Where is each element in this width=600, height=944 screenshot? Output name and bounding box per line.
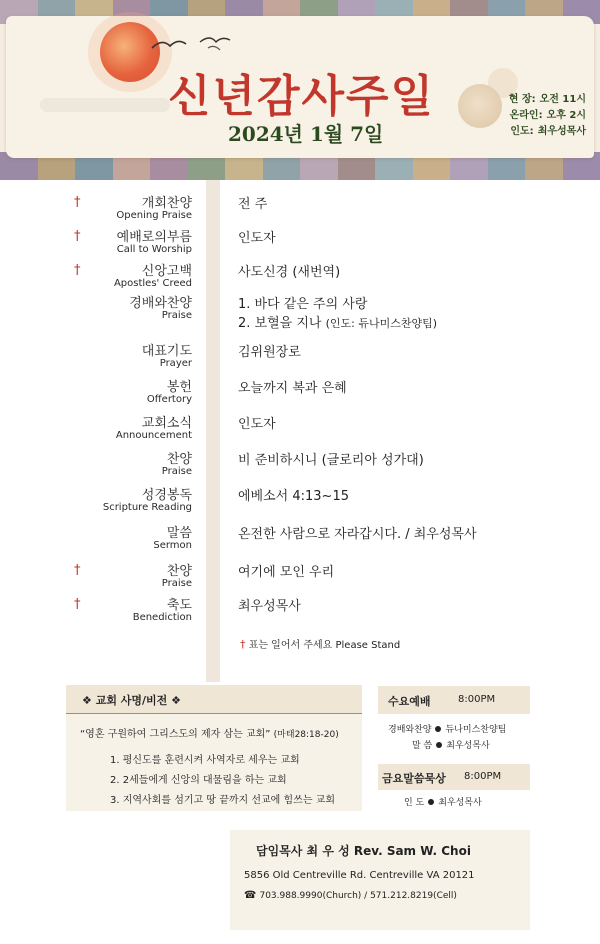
friday-time: 8:00PM [464,771,502,782]
time-value: 최우성목사 [537,126,586,137]
praise-song-1: 1. 바다 같은 주의 사랑 [238,297,368,312]
mission-header [66,685,362,714]
order-content: 전 주 [238,197,268,212]
wednesday-row [388,722,506,735]
bullet-dot-icon [428,799,434,805]
wednesday-service-box [378,686,530,756]
header-banner [0,0,600,180]
order-title-en: Praise [161,578,192,589]
order-title-ko: 대표기도 [141,344,192,359]
order-content: 비 준비하시니 (글로리아 성가대) [238,453,424,468]
praise-leader-note: (인도: 듀나미스찬양팀) [325,317,438,330]
order-content: 김위원장로 [238,345,301,360]
service-date: 2024년 1월 7일 [228,122,384,146]
row-value: 최우성목사 [438,798,482,808]
stand-note-text: 표는 일어서 주세요 Please Stand [248,640,401,651]
order-content: 최우성목사 [238,599,301,614]
order-title-en: Benediction [132,612,192,623]
order-title-ko: 찬양 [166,564,192,579]
order-title-en: Praise [161,310,192,321]
pastor-name: 담임목사 최 우 성 Rev. Sam W. Choi [256,844,471,858]
order-title-ko: 봉헌 [166,380,192,395]
order-title-en: Praise [161,466,192,477]
wednesday-title: 수요예배 [388,695,431,708]
order-title-ko: 개회찬양 [141,196,192,211]
order-title-en: Offertory [146,394,192,405]
order-title-ko: 찬양 [166,452,192,467]
order-title-ko: 말씀 [166,526,192,541]
mission-title: ❖ 교회 사명/비전 ❖ [82,694,181,707]
order-title-ko: 예배로의부름 [116,230,192,245]
praise-song-2: 2. 보혈을 지나 [238,316,322,331]
order-content: 인도자 [238,231,276,246]
mission-quote [80,725,339,740]
mission-item: 3. 지역사회를 섬기고 땅 끝까지 선교에 힘쓰는 교회 [110,795,335,806]
phone-numbers [244,890,457,901]
stand-cross-icon: † [74,263,81,278]
church-info-box [230,830,530,930]
row-label: 인 도 [404,798,425,808]
order-content: 오늘까지 복과 은혜 [238,381,347,396]
friday-service-box [378,764,530,812]
service-times [496,92,586,140]
time-value: 오전 11시 [539,94,586,105]
order-title-en: Prayer [159,358,192,369]
order-content: 온전한 사람으로 자라갑시다. / 최우성목사 [238,527,477,542]
phone-text: 703.988.9990(Church) / 571.212.8219(Cell) [259,891,457,901]
row-value: 듀나미스찬양팀 [445,725,507,735]
stand-cross-icon: † [74,195,81,210]
friday-row [404,795,482,808]
bullet-dot-icon [436,742,442,748]
stand-cross-icon: † [74,597,81,612]
telephone-icon: ☎ [244,890,257,901]
wednesday-row [412,738,490,751]
order-title-en: Call to Worship [116,244,192,255]
order-title-en: Apostles' Creed [113,278,192,289]
mission-quote-text: “영혼 구원하여 그리스도의 제자 삼는 교회” [80,729,271,740]
stand-cross-icon: † [74,563,81,578]
brush-decoration [40,98,170,112]
church-address: 5856 Old Centreville Rd. Centreville VA 20121 [244,870,475,881]
stand-cross-icon: † [240,638,246,651]
page-title: 신년감사주일 [168,71,436,122]
mission-quote-ref: (마태28:18-20) [273,730,339,740]
friday-title: 금요말씀묵상 [382,772,446,785]
time-label: 인도: [510,126,534,137]
time-label: 온라인: [509,110,543,121]
order-title-ko: 교회소식 [141,416,192,431]
column-divider [206,180,220,682]
order-content [238,293,437,331]
mission-box [66,685,362,811]
wednesday-header [378,686,530,714]
row-label: 말 씀 [412,741,433,751]
order-title-ko: 축도 [166,598,192,613]
order-title-en: Scripture Reading [102,502,192,513]
order-title-en: Opening Praise [116,210,192,221]
wednesday-time: 8:00PM [458,694,496,705]
order-title-ko: 성경봉독 [141,488,192,503]
stand-note [240,636,400,651]
bullet-dot-icon [435,726,441,732]
time-label: 현 장: [508,94,536,105]
order-title-ko: 신앙고백 [141,264,192,279]
order-content: 에베소서 4:13~15 [238,489,349,504]
order-title-en: Sermon [153,540,192,551]
friday-header [378,764,530,790]
time-value: 오후 2시 [546,110,586,121]
mission-item: 1. 평신도를 훈련시켜 사역자로 세우는 교회 [110,755,300,766]
row-label: 경배와찬양 [388,725,432,735]
row-value: 최우성목사 [446,741,490,751]
mission-item: 2. 2세들에게 신앙의 대물림을 하는 교회 [110,775,287,786]
stand-cross-icon: † [74,229,81,244]
order-title-en: Announcement [115,430,192,441]
order-title-ko: 경배와찬양 [129,296,192,311]
order-content: 사도신경 (새번역) [238,265,341,280]
order-content: 인도자 [238,417,276,432]
order-content: 여기에 모인 우리 [238,565,335,580]
